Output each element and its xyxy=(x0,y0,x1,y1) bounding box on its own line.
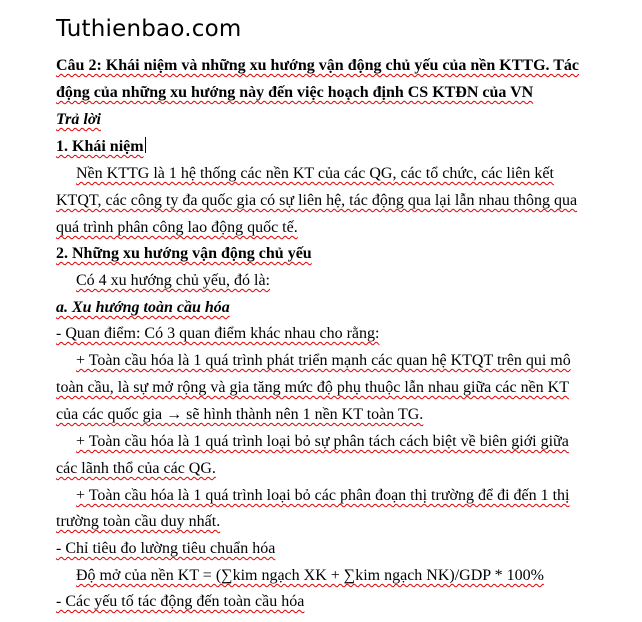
viewpoint-1-line-3: của các quốc gia → sẽ hình thành nên 1 nền KT toàn TG. xyxy=(56,406,424,423)
viewpoint-1-line-2: toàn cầu, là sự mở rộng và gia tăng mức độ phụ thuộc lẫn nhau giữa các nền KT xyxy=(56,379,569,396)
viewpoint-2-line-2: các lãnh thổ của các QG. xyxy=(56,460,216,477)
viewpoint-1-line-1: + Toàn cầu hóa là 1 quá trình phát triển mạnh các quan hệ KTQT trên qui mô xyxy=(76,352,571,369)
formula-line: Độ mở của nền KT = (∑kim ngạch XK + ∑kim ngạch NK)/GDP * 100% xyxy=(76,567,544,584)
viewpoint-3-line-2: trường toàn cầu duy nhất. xyxy=(56,513,221,530)
definition-line-2: KTQT, các công ty đa quốc gia có sự liên hệ, tác động qua lại lẫn nhau thông qua xyxy=(56,192,578,209)
question-line-1: Câu 2: Khái niệm và những xu hướng vận động chủ yếu của nền KTTG. Tác xyxy=(56,57,580,74)
section-1-heading: 1. Khái niệm xyxy=(56,138,144,155)
definition-line-3: quá trình phân công lao động quốc tế. xyxy=(56,219,298,236)
trends-intro: Có 4 xu hướng chủ yếu, đó là: xyxy=(76,272,270,289)
subheading-globalization: a. Xu hướng toàn cầu hóa xyxy=(56,299,230,316)
section-2-heading: 2. Những xu hướng vận động chủ yếu xyxy=(56,245,312,262)
definition-line-1: Nền KTTG là 1 hệ thống các nền KT của các QG, các tổ chức, các liên kết xyxy=(76,165,554,182)
viewpoint-2-line-1: + Toàn cầu hóa là 1 quá trình loại bỏ sự phân tách cách biệt về biên giới giữa xyxy=(76,433,569,450)
viewpoint-3-line-1: + Toàn cầu hóa là 1 quá trình loại bỏ các phân đoạn thị trường để đi đến 1 thị xyxy=(76,487,570,504)
site-title: Tuthienbao.com xyxy=(56,16,242,42)
viewpoint-intro: - Quan điểm: Có 3 quan điểm khác nhau cho rằng: xyxy=(56,325,380,342)
text-cursor xyxy=(145,137,146,153)
indicator-line: - Chỉ tiêu đo lường tiêu chuẩn hóa xyxy=(56,540,276,557)
answer-label: Trả lời xyxy=(56,111,101,128)
question-line-2: động của những xu hướng này đến việc hoạch định CS KTĐN của VN xyxy=(56,84,534,101)
factors-line: - Các yếu tố tác động đến toàn cầu hóa xyxy=(56,593,305,610)
